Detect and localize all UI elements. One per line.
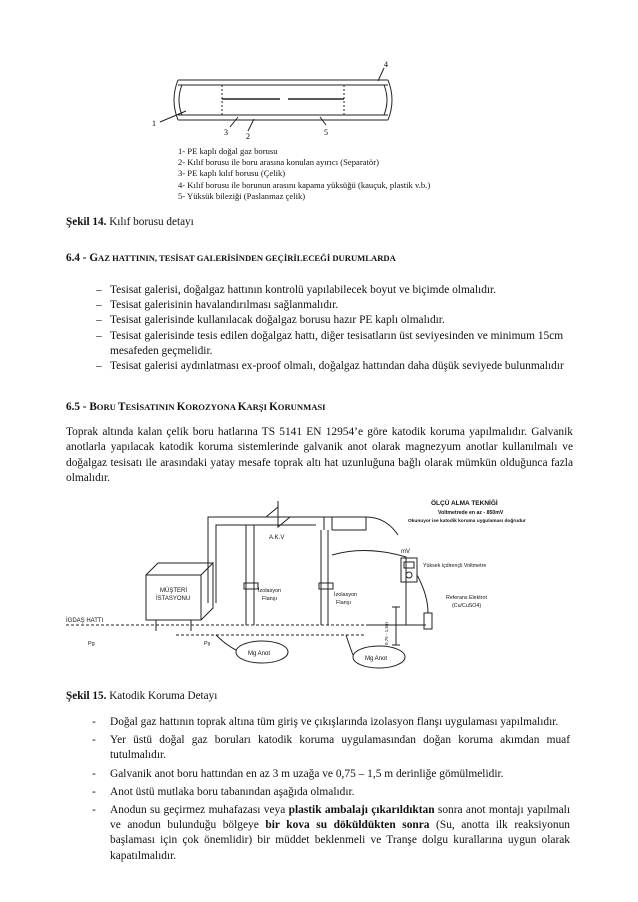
list-item [96,298,566,313]
akv-label: A.K.V [269,535,285,541]
electrode-label-1: Referans Elektrot [446,595,487,601]
section-heading-6-5 [66,401,326,413]
list-dash: – [96,299,102,312]
section-number: 6.5 - [66,401,90,413]
section-title-initial: T [118,401,126,413]
text-run: Doğal gaz hattının toprak altına tüm giriş ve çıkışlarında izolasyon flanşı uygulaması yapılmalıdır. [110,716,559,728]
section-title-rest: ESİSATININ [125,402,177,412]
station-label-2: İSTASYONU [156,596,191,602]
list-item-text [110,715,570,730]
list-item-text [110,803,570,864]
list-item-text: Tesisat galerisi aydınlatması ex-proof olmalı, doğalgaz hattından daha düşük seviyede bulunmalıdır [110,360,564,373]
legend-item: 3- PE kaplı kılıf borusu (Çelik) [178,168,286,179]
anode-label-1: Mg Anot [248,651,271,657]
list-item-text: Tesisat galerisinde kullanılacak doğalgaz borusu hazır PE kaplı olmalıdır. [110,314,445,327]
section-title-rest: OROZYONA [185,402,238,412]
list-dash: - [92,716,96,728]
emphasis-text: plastik ambalajı çıkarıldıktan [288,804,435,817]
mv-label: mV [401,549,410,555]
list-item-text: Tesisat galerisi, doğalgaz hattının kontrolü yapılabilecek boyut ve biçimde olmalıdır. [110,284,497,296]
caption-label: Şekil 15. [66,690,107,702]
text-run: Yer üstü doğal gaz boruları katodik koruma uygulamasından doğan koruma akımdan muaf tutulmalıdır. [110,734,570,762]
callout-1: 1 [152,119,156,128]
callout-4: 4 [384,60,388,69]
text-run: Anot üstü mutlaka boru tabanından aşağıda olmalıdır. [110,785,355,798]
figure2-subtitle-2: Okunuyor ise katodik koruma uygulaması doğrudur [408,519,526,524]
section-title-initial: B [89,401,97,413]
list-item [96,313,566,328]
list-dash: – [96,314,102,327]
sleeve-pipe-drawing [160,68,392,131]
list-item-text [110,733,570,763]
text-run: Anodun su geçirmez muhafazası veya [110,804,289,817]
figure-caption-15 [66,690,217,702]
list-item [90,785,570,800]
flange2-label-2: Flanşı [336,600,351,606]
list-item [90,715,570,730]
section-title-rest: ORUNMASI [277,402,326,412]
text-run: sonra anot montajı yapılmalı ve anodun bulunduğu bölgeye [110,804,570,832]
corrosion-paragraph: Toprak altında kalan çelik boru hatlarına TS 5141 EN 12954’e göre katodik koruma yapılmalıdır. Galvanik anotlarla yapılacak katodik koruma sistemlerinde galvanik anot olarak magnezyum anotlar kullanılmalı ve doğalgaz tesisatı ile arasındaki yatay mesafe toprak altı hat uzunluğuna bağlı olarak mümkün olduğunca fazla olmalıdır. [66,426,573,485]
section-title-rest: AZ HATTININ, TESİSAT GALERİSİNDEN GEÇİRİLECEĞİ DURUMLARDA [98,253,396,263]
figure-caption-14 [66,216,194,228]
depth-label: 0,75 - 1,5m [384,622,389,645]
list-dash: – [96,329,102,342]
voltmeter-label: Yüksek içdirençli Voltmetre [423,563,487,569]
section-title-initial: G [89,252,99,264]
list-dash: - [92,734,96,747]
list-item-text: Tesisat galerisinin havalandırılması sağlanmalıdır. [110,299,339,312]
flange2-label-1: İzolasyon [334,592,358,598]
anode-label-2: Mg Anot [365,656,388,662]
pipe-label-2: Pş [204,641,211,647]
cathodic-rules-list [90,715,570,867]
list-item [90,767,570,782]
list-item [90,733,570,763]
text-run: (Su, anotta ilk reaksiyonun başlaması için çok önemlidir) bir müddet beklenmeli ve Tranşe dolgu kurallarına uygun olarak kapatılmalıdır. [110,819,570,862]
section-title-rest: ORU [96,402,119,412]
legend-item: 5- Yüksük bileziği (Paslanmaz çelik) [178,190,306,201]
caption-text: Kılıf borusu detayı [106,216,194,228]
figure2-title: ÖLÇÜ ALMA TEKNİĞİ [431,500,498,507]
section-number: 6.4 - [66,252,90,264]
legend-item: 4- Kılıf borusu ile borunun arasını kapama yüksüğü (kauçuk, plastik v.b.) [178,179,431,190]
list-item [90,803,570,864]
list-item [96,283,566,298]
figure2-labels [66,498,526,662]
caption-text: Katodik Koruma Detayı [106,690,218,702]
text-run: Galvanik anot boru hattından en az 3 m uzağa ve 0,75 – 1,5 m derinliğe gömülmelidir. [110,767,504,780]
callout-2: 2 [246,132,250,141]
list-dash: - [92,804,96,817]
figure-legend [178,146,430,202]
flange1-label-1: İzolasyon [258,588,282,594]
section-title-rest: ARŞI [246,402,270,412]
cathodic-protection-figure [66,495,576,685]
callout-3: 3 [224,128,228,137]
section-heading-6-4 [66,252,396,264]
emphasis-text: bir kova su döküldükten sonra [265,819,430,832]
callout-5: 5 [324,128,328,137]
legend-item: 2- Kılıf borusu ile boru arasına konulan ayırıcı (Separatör) [178,157,379,168]
section-title-initial: K [237,401,247,413]
list-dash: - [92,785,96,798]
caption-label: Şekil 14. [66,216,107,228]
list-item-text: Tesisat galerisinde tesis edilen doğalgaz hattı, diğer tesisatların üst seviyesinden ve minimum 15cm mesafeden geçmelidir. [110,329,564,357]
section-title-initial: K [269,401,278,413]
list-dash: - [92,767,96,780]
flange1-label-2: Flanşı [262,596,277,602]
list-item-text [110,785,570,800]
list-item [96,359,566,374]
legend-item: 1- PE kaplı doğal gaz borusu [178,146,278,156]
list-dash: – [96,284,102,296]
gallery-rules-list [96,283,566,374]
line-label: İGDAŞ HATTI [66,618,104,624]
list-item [96,329,566,359]
list-dash: – [96,360,102,373]
pipe-label-1: Pg [88,641,95,647]
list-item-text [110,767,570,782]
station-label-1: MÜŞTERİ [160,588,187,594]
section-title-initial: K [176,401,186,413]
electrode-label-2: (Cu/CuSO4) [452,603,482,609]
figure2-subtitle-1: Voltmetrede en az - 850mV [438,510,504,516]
sleeve-pipe-figure [130,55,430,150]
cathodic-protection-drawing [66,501,432,668]
